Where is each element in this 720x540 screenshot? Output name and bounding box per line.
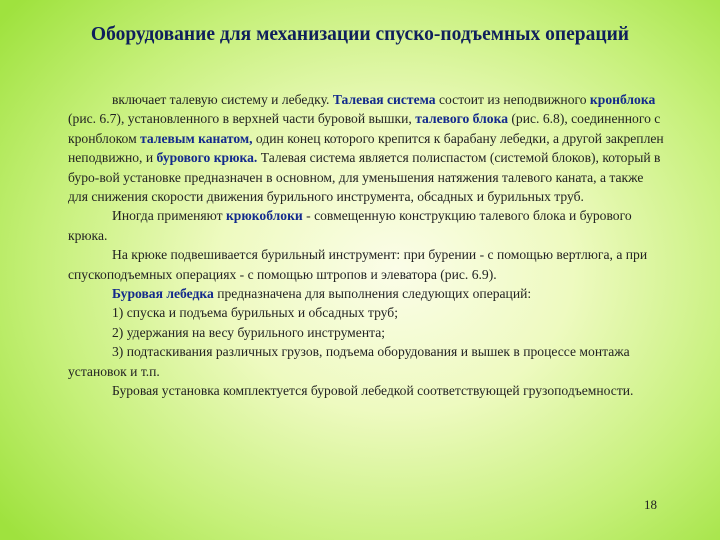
text-segment: включает талевую систему и лебедку.: [112, 92, 333, 107]
highlighted-term: талевого блока: [415, 111, 508, 127]
slide-body: [68, 90, 666, 401]
paragraph: [68, 323, 666, 342]
text-segment: один конец которого крепится к барабану лебедки, а другой закреплен неподвижно, и: [68, 130, 664, 166]
highlighted-term: Буровая лебедка: [112, 286, 214, 302]
text-segment: 1) спуска и подъема бурильных и обсадных труб;: [112, 305, 398, 321]
highlighted-term: кронблока: [589, 92, 656, 107]
paragraph: [68, 381, 666, 400]
text-segment: (рис. 6.8), соединенного с кронблоком: [68, 111, 661, 146]
highlighted-term: бурового крюка.: [156, 150, 258, 166]
paragraph: [68, 90, 666, 206]
text-segment: состоит из неподвижного: [435, 92, 590, 107]
text-segment: Талевая система является полиспастом (системой блоков), который в буро-вой установке предназначен в основном, для уменьшения натяжения талевого каната, а также для снижения скорости движения бурильного инструмента, обсадных и бурильных труб.: [68, 150, 661, 205]
paragraph: [68, 206, 666, 245]
highlighted-term: крюкоблоки: [225, 208, 303, 224]
text-segment: 2) удержания на весу бурильного инструмента;: [112, 324, 386, 340]
highlighted-term: талевым канатом,: [140, 130, 253, 146]
text-segment: На крюке подвешивается бурильный инструмент: при бурении - с помощью вертлюга, а при спускоподъемных операциях - с помощью штропов и элеватора (рис. 6.9).: [68, 247, 648, 282]
text-segment: предназначена для выполнения следующих операций:: [213, 286, 532, 302]
slide-title: Оборудование для механизации спуско-подъемных операций: [90, 24, 630, 45]
highlighted-term: Талевая система: [332, 92, 436, 107]
text-segment: - совмещенную конструкцию талевого блока и бурового крюка.: [68, 208, 632, 243]
text-segment: 3) подтаскивания различных грузов, подъема оборудования и вышек в процессе монтажа установок и т.п.: [68, 344, 630, 379]
paragraph: [68, 284, 666, 303]
text-segment: Буровая установка комплектуется буровой лебедкой соответствующей грузоподъемности.: [112, 383, 634, 399]
text-segment: Иногда применяют: [112, 208, 226, 224]
page-number: 18: [644, 497, 657, 512]
text-segment: (рис. 6.7), установленного в верхней части буровой вышки,: [68, 111, 416, 127]
paragraph: [68, 245, 666, 284]
paragraph: [68, 303, 666, 322]
paragraph: [68, 342, 666, 381]
